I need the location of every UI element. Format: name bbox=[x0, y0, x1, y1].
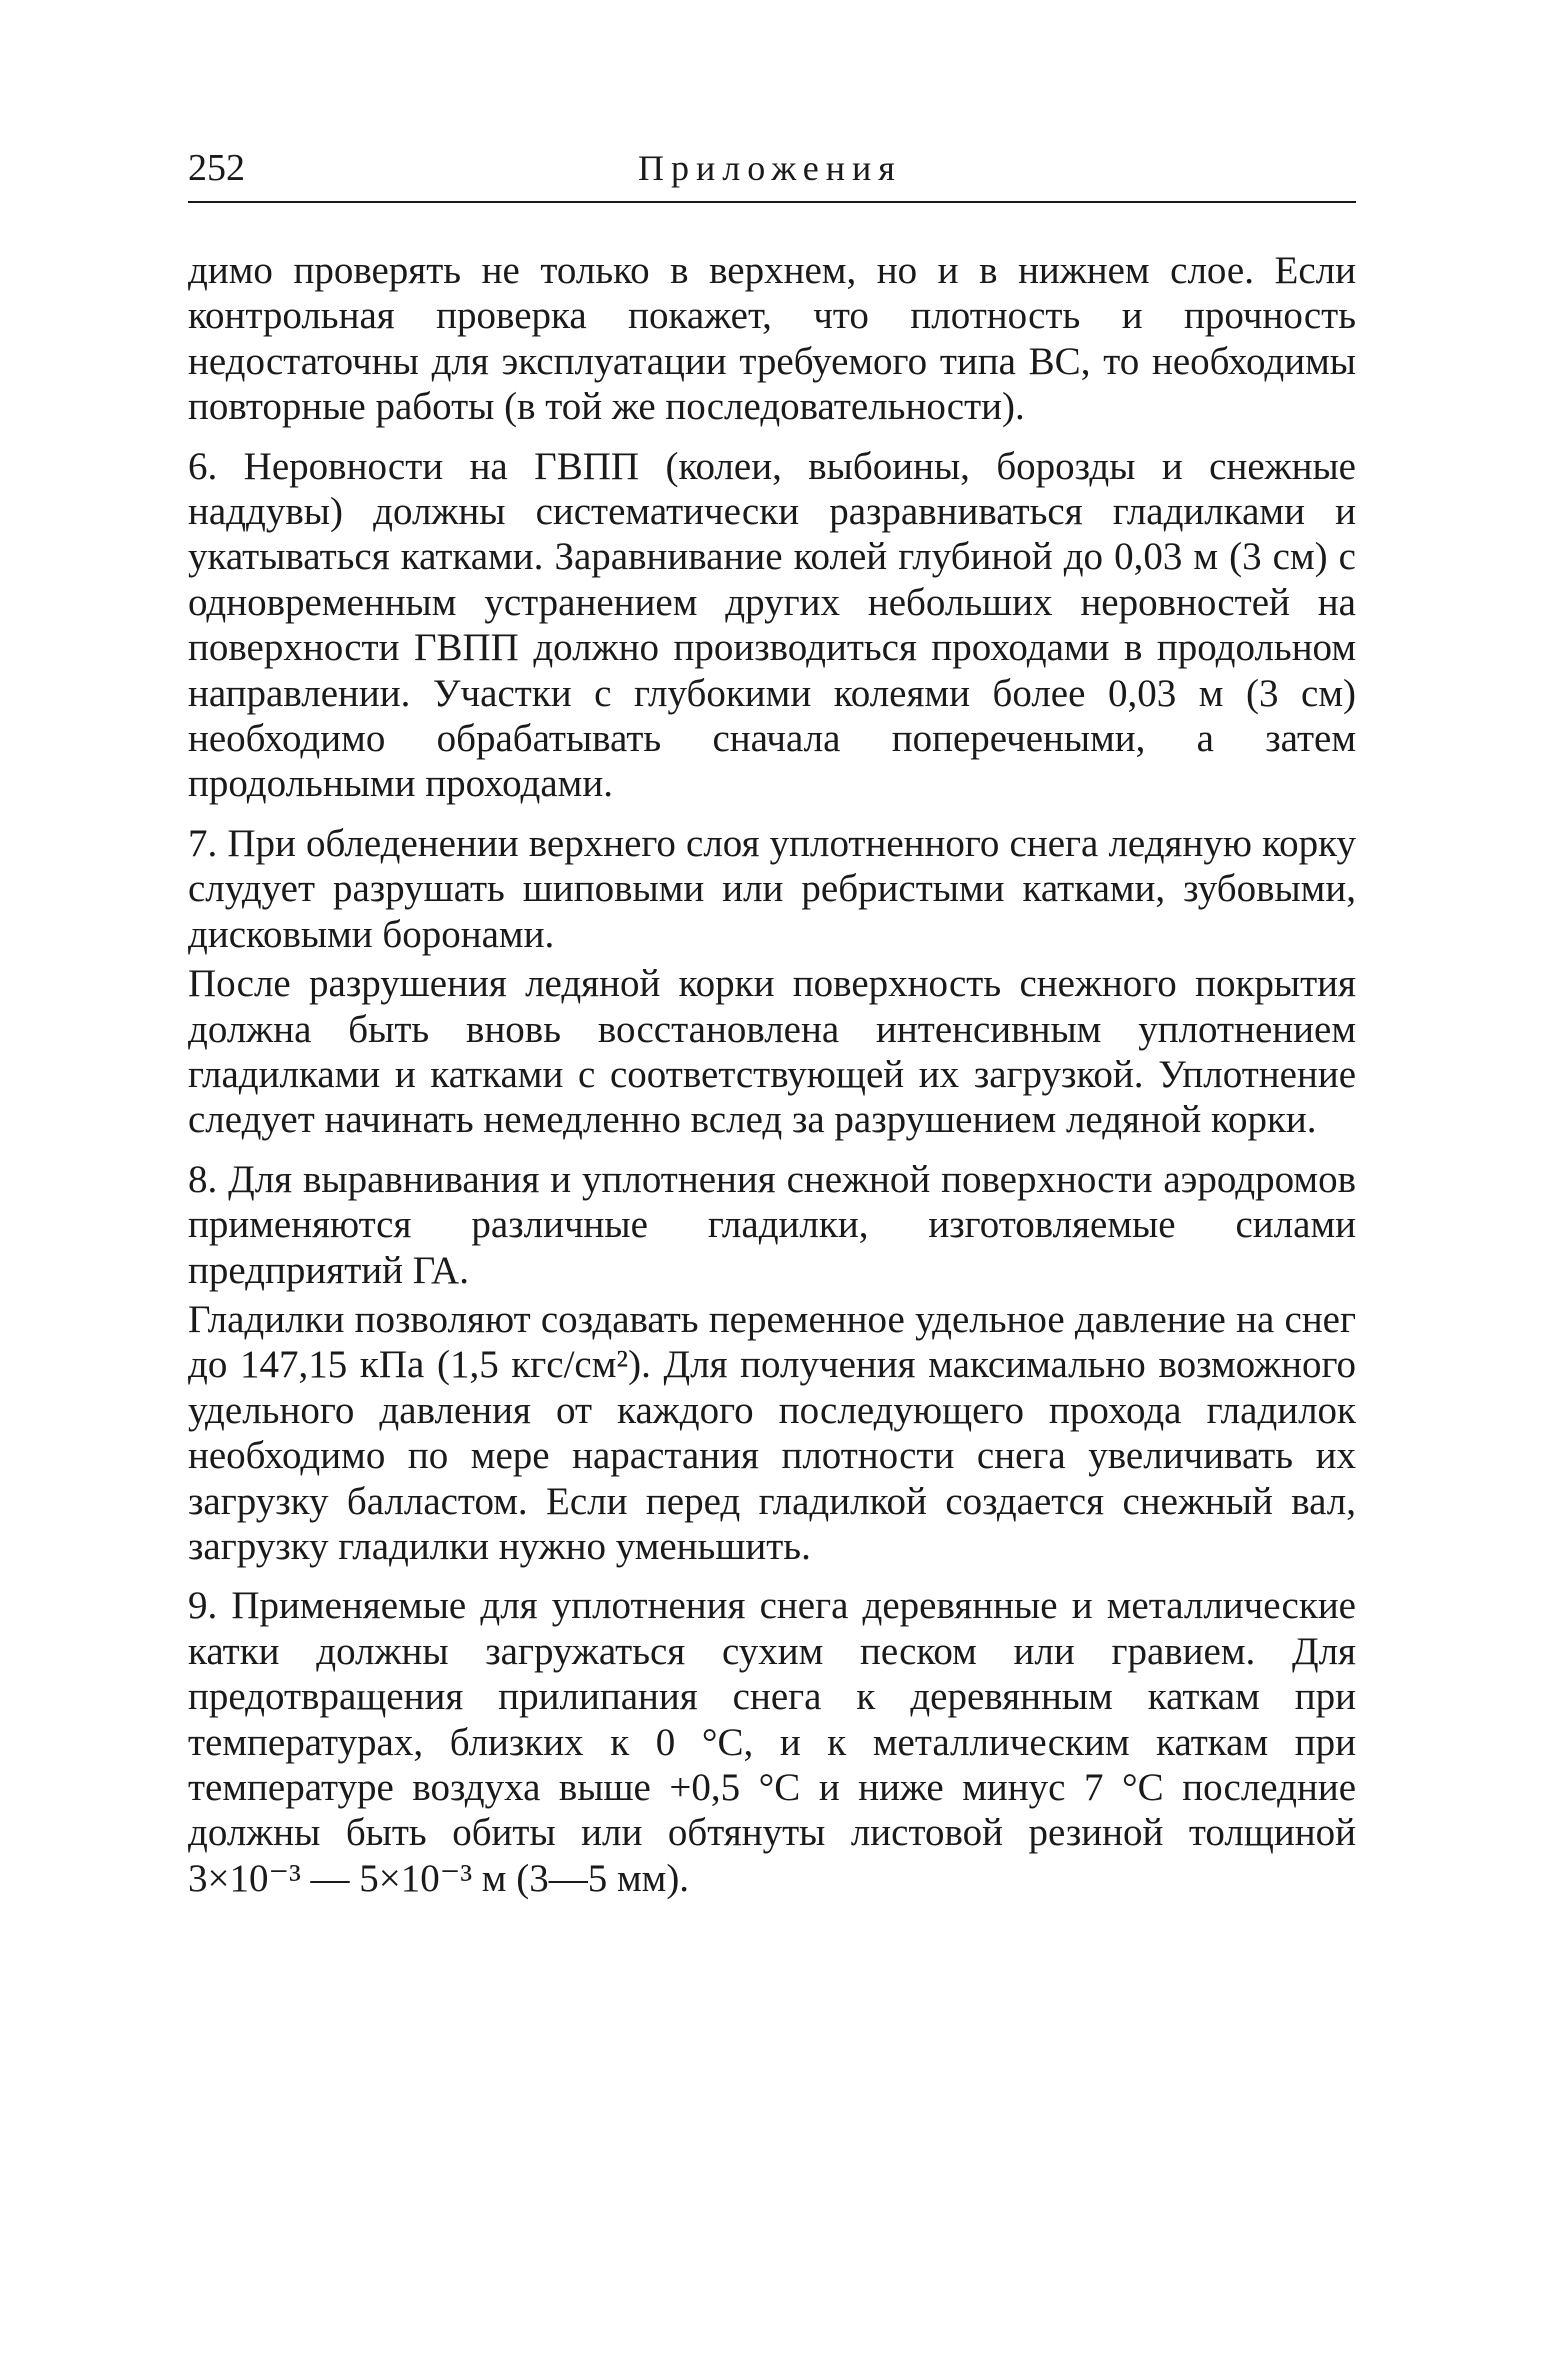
header-rule bbox=[188, 201, 1356, 203]
paragraph-item-6: 6. Неровности на ГВПП (колеи, выбоины, борозды и снежные наддувы) должны систематически разравниваться гладилками и укатываться катками. Заравнивание колей глубиной до 0,03 м (3 см) с одновременным устранением других небольших неровностей на поверхности ГВПП должно производиться проходами в продольном направлении. Участки с глубокими колеями более 0,03 м (3 см) необходимо обрабатывать сначала поперечеными, а затем продольными проходами. bbox=[188, 444, 1356, 806]
paragraph-item-7: 7. При обледенении верхнего слоя уплотненного снега ледяную корку слудует разрушать шиповыми или ребристыми катками, зубовыми, дисковыми боронами. bbox=[188, 821, 1356, 956]
running-title: Приложения bbox=[638, 148, 902, 188]
page-number: 252 bbox=[188, 147, 245, 189]
paragraph-item-7-continued: После разрушения ледяной корки поверхность снежного покрытия должна быть вновь восстановлена интенсивным уплотнением гладилками и катками с соответствующей их загрузкой. Уплотнение следует начинать немедленно вслед за разрушением ледяной корки. bbox=[188, 962, 1356, 1142]
paragraph-item-9: 9. Применяемые для уплотнения снега деревянные и металлические катки должны загружаться сухим песком или гравием. Для предотвращения прилипания снега к деревянным каткам при температурах, близких к 0 °С, и к металлическим каткам при температуре воздуха выше +0,5 °С и ниже минус 7 °С последние должны быть обиты или обтянуты листовой резиной толщиной 3×10⁻³ — 5×10⁻³ м (3—5 мм). bbox=[188, 1584, 1356, 1900]
paragraph-item-8-continued: Гладилки позволяют создавать переменное удельное давление на снег до 147,15 кПа (1,5 кгс/см²). Для получения максимально возможного удельного давления от каждого последующего прохода гладилок необходимо по мере нарастания плотности снега увеличивать их загрузку балластом. Если перед гладилкой создается снежный вал, загрузку гладилки нужно уменьшить. bbox=[188, 1297, 1356, 1568]
paragraph-item-8: 8. Для выравнивания и уплотнения снежной поверхности аэродромов применяются различные гладилки, изготовляемые силами предприятий ГА. bbox=[188, 1157, 1356, 1292]
body-text bbox=[188, 248, 1356, 1901]
running-head bbox=[188, 140, 1356, 200]
paragraph-continuation: димо проверять не только в верхнем, но и в нижнем слое. Если контрольная проверка покажет, что плотность и прочность недостаточны для эксплуатации требуемого типа ВС, то необходимы повторные работы (в той же последовательности). bbox=[188, 249, 1356, 429]
